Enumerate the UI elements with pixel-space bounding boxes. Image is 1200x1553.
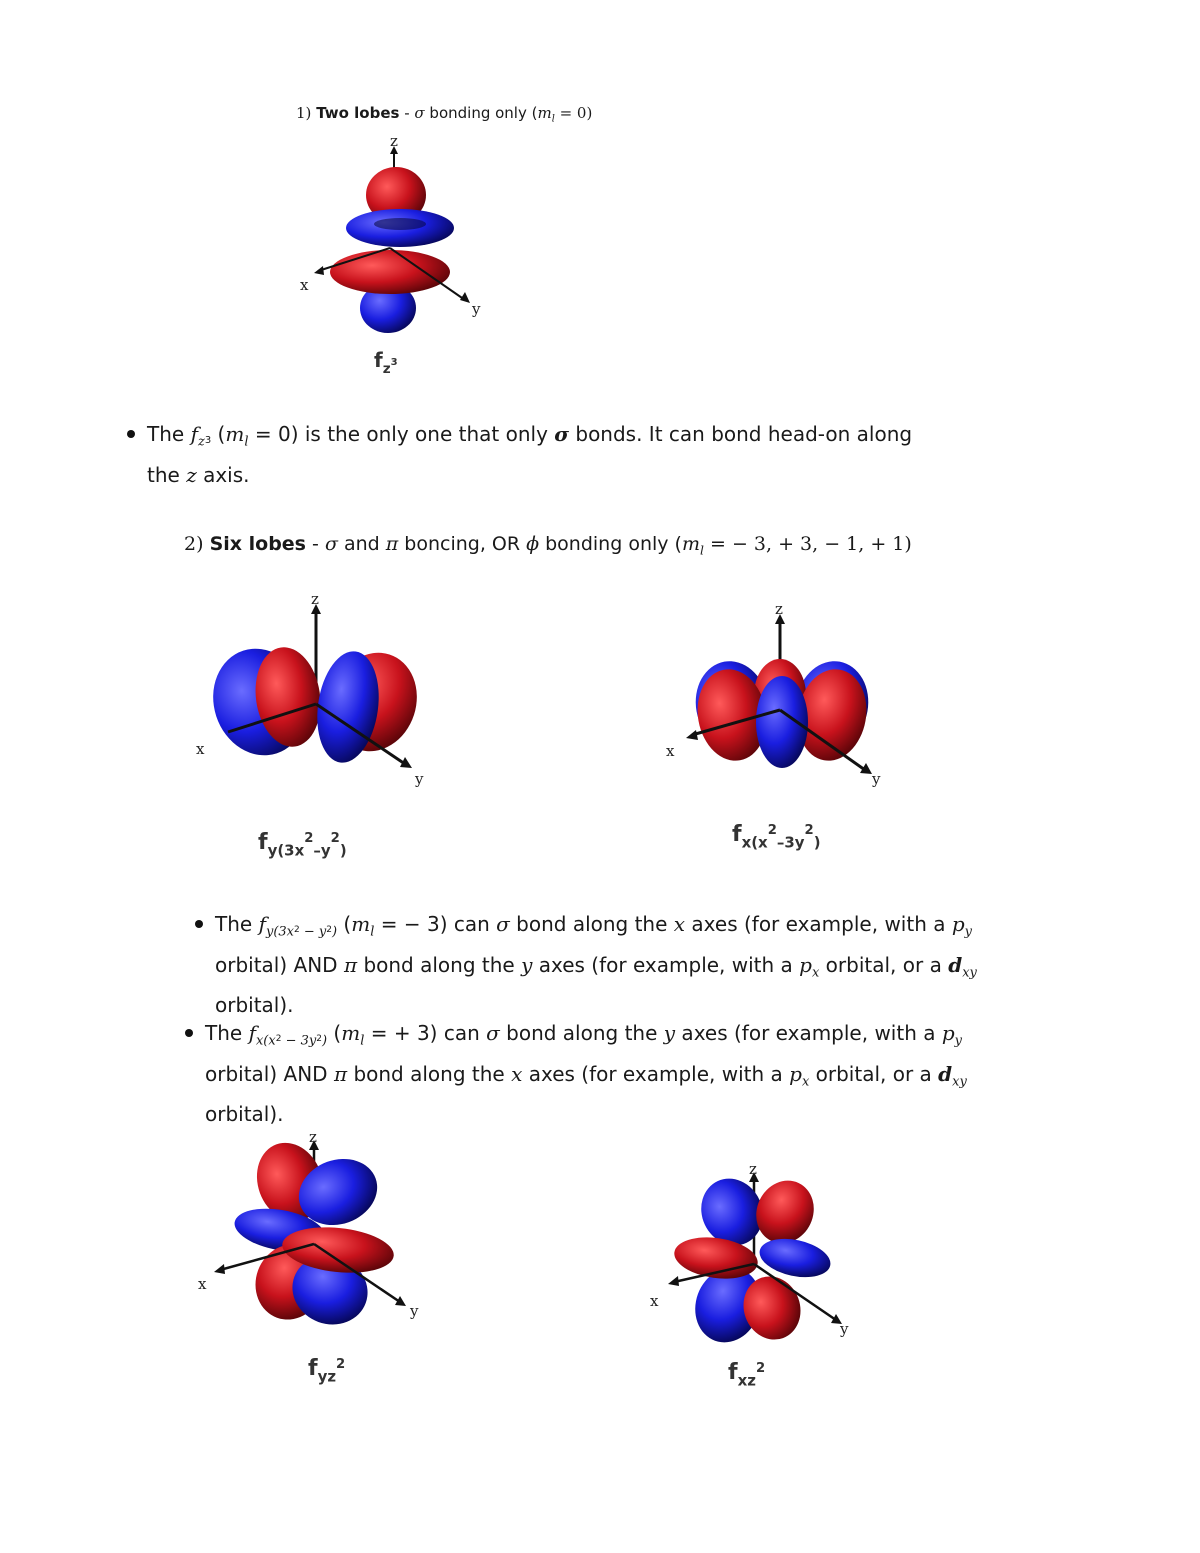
axis-label-y: y [872,770,881,788]
bullet-dot [195,920,203,928]
axis-label-z: z [309,1128,317,1146]
caption-fy3x2-y2: $f_{y(3x}^2_{-y}^2_)$ [258,830,347,860]
caption-fyz2: $f_{yz}^2$ [308,1356,346,1386]
torus-red [330,250,450,294]
axis-label-x: x [198,1275,207,1293]
caption-fz3: $f_z^3$ [374,348,398,378]
orbital-fxx2-3y2-figure [660,600,910,800]
bullet-fy3x2-y2: The $f_{y(3x}2$ $_{- y}2_)$ ($m_l$ = − 3) can σ bond along the x axes (for example, with a $p_y$ orbital) AND π bond along the y axes (for example, with a $p_x$ orbital, or a $d_{xy}$ orbital). [215,908,977,1021]
orbital-fyz2-figure [190,1128,430,1332]
axis-label-x: x [650,1292,659,1310]
caption-fxz2: $f_{xz}^2$ [728,1360,766,1390]
axis-label-z: z [311,590,319,608]
axis-label-x: x [666,742,675,760]
axis-label-x: x [300,276,309,294]
orbital-fz3-figure [290,132,490,340]
bullet-fxx2-3y2: The $f_{x(x}2$ $_{- 3y}2_)$ ($m_l$ = + 3) can σ bond along the y axes (for example, with a $p_y$ orbital) AND π bond along the x axes (for example, with a $p_x$ orbital, or a $d_{xy}$ orbital). [205,1017,967,1130]
axis-label-x: x [196,740,205,758]
axis-label-y: y [472,300,481,318]
bullet-fz3: The $f_{z3}$ $(m_l = 0)$ is the only one that only σ bonds. It can bond head-on along the z axis. [147,418,912,491]
axis-label-y: y [415,770,424,788]
bullet-dot [185,1029,193,1037]
bullet-dot [127,430,135,438]
axis-label-z: z [749,1160,757,1178]
section-heading-2: 2) Six lobes - σ and π boncing, OR ϕ bonding only ($m_l$ = − 3, + 3, − 1, + 1) [184,533,912,558]
orbital-fxz2-figure [640,1160,880,1360]
axis-label-z: z [390,132,398,150]
orbital-fy3x2-y2-figure [190,592,450,792]
caption-fxx2-3y2: $f_{x(x}^2_{-3y}^2_)$ [732,822,821,852]
axis-label-y: y [840,1320,849,1338]
section-heading-1: 1) Two lobes - σ bonding only $(m_l = 0)$ [296,104,593,125]
axis-label-z: z [775,600,783,618]
axis-label-y: y [410,1302,419,1320]
